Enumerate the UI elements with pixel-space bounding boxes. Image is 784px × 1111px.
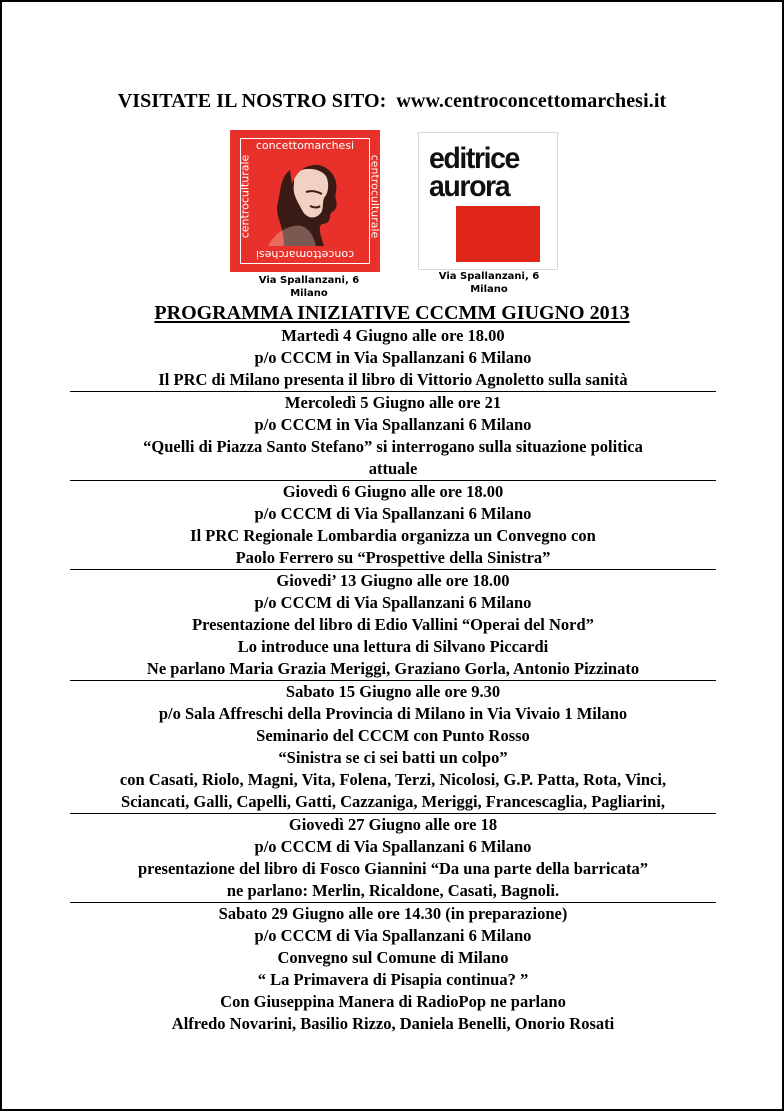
logo-text-right: centroculturale — [368, 154, 382, 239]
event-speakers: Ne parlano Maria Grazia Meriggi, Graziano Gorla, Antonio Pizzinato — [146, 659, 640, 678]
website-link[interactable]: www.centroconcettomarchesi.it — [396, 90, 667, 112]
logo-text-top: concettomarchesi — [255, 139, 355, 152]
event-description: Lo introduce una lettura di Silvano Piccardi — [237, 637, 549, 656]
event-speakers: con Casati, Riolo, Magni, Vita, Folena, Terzi, Nicolosi, G.P. Patta, Rota, Vinci, — [119, 770, 667, 789]
event-speakers: Alfredo Novarini, Basilio Rizzo, Daniela Benelli, Onorio Rosati — [171, 1014, 615, 1033]
event-location: p/o Sala Affreschi della Provincia di Milano in Via Vivaio 1 Milano — [158, 704, 628, 723]
events-list — [70, 325, 716, 1035]
event-item — [70, 570, 716, 681]
event-description: Il PRC di Milano presenta il libro di Vittorio Agnoletto sulla sanità — [158, 370, 628, 389]
event-date: Sabato 15 Giugno alle ore 9.30 — [285, 682, 501, 701]
event-item — [70, 481, 716, 570]
editrice-aurora-logo — [418, 132, 558, 270]
event-speakers: Sciancati, Galli, Capelli, Gatti, Cazzaniga, Meriggi, Francescaglia, Pagliarini, — [121, 792, 665, 811]
website-line — [2, 90, 782, 113]
aurora-red-square — [456, 206, 540, 262]
aurora-word-editrice: editrice — [429, 142, 519, 175]
portrait-icon — [254, 154, 354, 248]
program-title — [2, 302, 782, 324]
event-date: Giovedì 27 Giugno alle ore 18 — [288, 815, 498, 834]
event-item — [70, 903, 716, 1035]
event-location: p/o CCCM di Via Spallanzani 6 Milano — [254, 593, 532, 612]
event-date: Giovedì 6 Giugno alle ore 18.00 — [282, 482, 504, 501]
event-description: “Quelli di Piazza Santo Stefano” si interrogano sulla situazione politica — [143, 437, 643, 456]
aurora-word-aurora: aurora — [429, 170, 510, 203]
event-item — [70, 814, 716, 903]
event-description: attuale — [368, 459, 418, 478]
event-location: p/o CCCM di Via Spallanzani 6 Milano — [254, 837, 532, 856]
event-date: Sabato 29 Giugno alle ore 14.30 (in preparazione) — [218, 904, 568, 923]
event-item — [70, 392, 716, 481]
event-location: p/o CCCM di Via Spallanzani 6 Milano — [254, 504, 532, 523]
event-date: Martedì 4 Giugno alle ore 18.00 — [281, 326, 505, 345]
event-description: Convegno sul Comune di Milano — [277, 948, 509, 967]
aurora-address-city: Milano — [470, 284, 508, 295]
event-location: p/o CCCM di Via Spallanzani 6 Milano — [254, 926, 532, 945]
logo-text-bottom: concettomarchesi — [255, 248, 355, 261]
logo-text-left: centroculturale — [238, 154, 252, 239]
event-date: Mercoledì 5 Giugno alle ore 21 — [284, 393, 502, 412]
event-description: presentazione del libro di Fosco Giannini “Da una parte della barricata” — [138, 859, 648, 878]
event-item — [70, 325, 716, 392]
centro-address-street: Via Spallanzani, 6 — [258, 275, 360, 286]
event-description: Presentazione del libro di Edio Vallini “Operai del Nord” — [192, 615, 594, 634]
aurora-address-street: Via Spallanzani, 6 — [438, 271, 540, 282]
centro-address-city: Milano — [290, 288, 328, 299]
event-description: Seminario del CCCM con Punto Rosso — [256, 726, 530, 745]
event-location: p/o CCCM in Via Spallanzani 6 Milano — [254, 415, 532, 434]
event-description: “Sinistra se ci sei batti un colpo” — [278, 748, 508, 767]
event-description: Paolo Ferrero su “Prospettive della Sinistra” — [235, 548, 551, 567]
aurora-address — [414, 270, 564, 296]
centro-culturale-logo — [230, 130, 380, 272]
centro-address — [234, 274, 384, 300]
event-item — [70, 681, 716, 814]
program-title-text: PROGRAMMA INIZIATIVE CCCMM GIUGNO 2013 — [154, 302, 630, 324]
event-speakers: Con Giuseppina Manera di RadioPop ne parlano — [220, 992, 566, 1011]
event-location: p/o CCCM in Via Spallanzani 6 Milano — [254, 348, 532, 367]
event-speakers: ne parlano: Merlin, Ricaldone, Casati, Bagnoli. — [226, 881, 560, 900]
event-description: “ La Primavera di Pisapia continua? ” — [257, 970, 529, 989]
visit-label: VISITATE IL NOSTRO SITO: — [117, 90, 387, 112]
event-date: Giovedi’ 13 Giugno alle ore 18.00 — [276, 571, 510, 590]
event-description: Il PRC Regionale Lombardia organizza un Convegno con — [190, 526, 596, 545]
